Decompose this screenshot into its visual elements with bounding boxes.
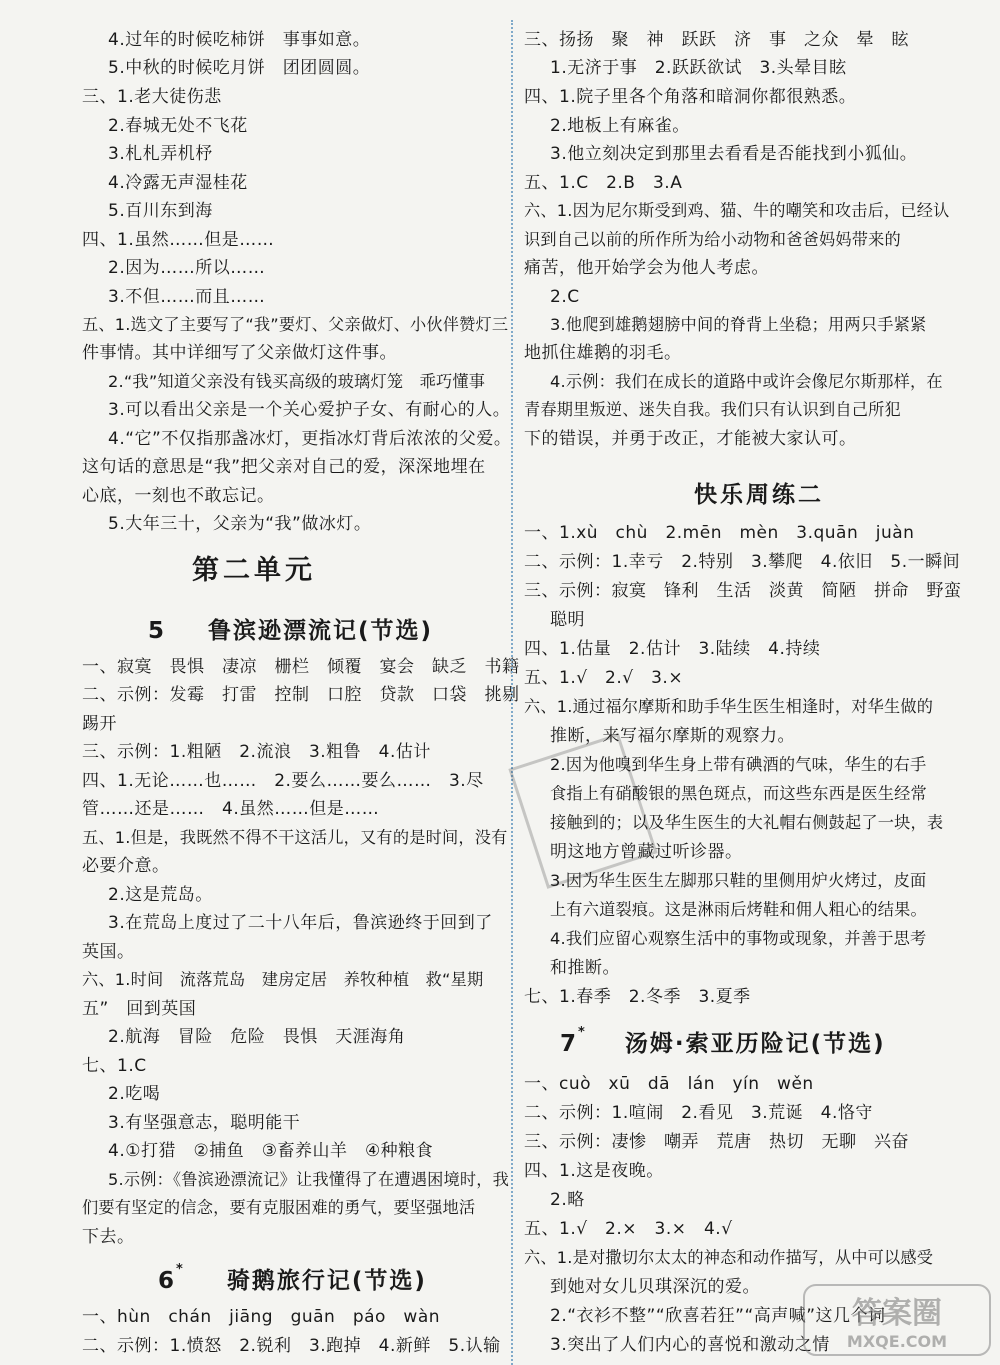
answer-line: 4.我们应留心观察生活中的事物或现象，并善于思考 (550, 929, 927, 948)
answer-line: 地抓住雄鹅的羽毛。 (524, 343, 682, 363)
answer-line: 一、cuò xū dā lán yín wěn (524, 1074, 814, 1094)
column-divider (511, 20, 513, 1365)
watermark-text: 答案圈 (852, 1296, 942, 1331)
answer-line: 英国。 (82, 942, 135, 962)
answer-line: 3.不但……而且…… (108, 287, 266, 307)
answer-line: 二、示例：发霉 打雷 控制 口腔 贷款 口袋 挑剔 (82, 685, 520, 705)
answer-line: 2.吃喝 (108, 1084, 161, 1104)
answer-line: 3.突出了人们内心的喜悦和激动之情 (550, 1335, 830, 1355)
answer-line: 2.“我”知道父亲没有钱买高级的玻璃灯笼 乖巧懂事 (108, 372, 486, 391)
lesson-number: 5 (148, 618, 167, 644)
answer-line: 四、1.院子里各个角落和暗洞你都很熟悉。 (524, 87, 857, 107)
answer-line: 识到自己以前的所作所为给小动物和爸爸妈妈带来的 (524, 230, 901, 249)
answer-line: 3.在荒岛上度过了二十八年后，鲁滨逊终于回到了 (108, 913, 493, 933)
lesson-title (158, 1262, 427, 1295)
answer-line: 2.因为……所以…… (108, 258, 266, 278)
section-title: 快乐周练二 (694, 482, 824, 508)
answer-line: 管……还是…… 4.虽然……但是…… (82, 799, 380, 819)
answer-line: 5.大年三十，父亲为“我”做冰灯。 (108, 514, 372, 534)
answer-line: 1.无济于事 2.跃跃欲试 3.头晕目眩 (550, 58, 847, 78)
answer-line: 到她对女儿贝琪深沉的爱。 (550, 1277, 760, 1297)
answer-line: 2.春城无处不飞花 (108, 116, 248, 136)
answer-line: 七、1.C (82, 1056, 147, 1076)
answer-line: 4.示例：我们在成长的道路中或许会像尼尔斯那样，在 (550, 372, 943, 391)
answer-line: 一、hùn chán jiāng guān páo wàn (82, 1307, 441, 1327)
answer-line: 接触到的；以及华生医生的大礼帽右侧鼓起了一块，表 (550, 813, 944, 832)
star-mark: * (578, 1025, 587, 1040)
answer-line: 5.中秋的时候吃月饼 团团圆圆。 (108, 58, 371, 78)
answer-line: 聪明 (550, 610, 585, 630)
answer-line: 和推断。 (550, 958, 620, 978)
answer-line: 3.他爬到雄鹅翅膀中间的脊背上坐稳；用两只手紧紧 (550, 315, 927, 334)
lesson-name: 汤姆·索亚历险记(节选) (624, 1031, 886, 1057)
answer-line: 六、1.因为尼尔斯受到鸡、猫、牛的嘲笑和攻击后，已经认 (524, 201, 950, 220)
answer-line: 三、扬扬 聚 神 跃跃 济 事 之众 晕 眩 (524, 30, 909, 50)
answer-line: 四、1.这是夜晚。 (524, 1161, 664, 1181)
answer-line: 五、1.√ 2.× 3.× 4.√ (524, 1219, 733, 1239)
answer-line: 四、1.无论……也…… 2.要么……要么…… 3.尽 (82, 771, 484, 791)
answer-line: 明这地方曾藏过听诊器。 (550, 842, 743, 862)
answer-line: 三、示例：凄惨 嘲弄 荒唐 热切 无聊 兴奋 (524, 1132, 909, 1152)
answer-line: 2.略 (550, 1190, 585, 1210)
answer-line: 5.百川东到海 (108, 201, 213, 221)
watermark-logo (802, 1281, 992, 1359)
answer-line: 3.可以看出父亲是一个关心爱护子女、有耐心的人。 (108, 400, 511, 420)
answer-line: 四、1.估量 2.估计 3.陆续 4.持续 (524, 639, 821, 659)
star-mark: * (176, 1262, 185, 1277)
answer-line: 二、示例：1.喧闹 2.看见 3.荒诞 4.恪守 (524, 1103, 873, 1123)
answer-line: 青春期里叛逆、迷失自我。我们只有认识到自己所犯 (524, 400, 901, 419)
lesson-number: 6 (158, 1268, 177, 1294)
answer-line: 4.①打猎 ②捕鱼 ③畜养山羊 ④种粮食 (108, 1141, 434, 1161)
answer-line: 六、1.通过福尔摩斯和助手华生医生相逢时，对华生做的 (524, 697, 934, 716)
answer-line: 五、1.√ 2.√ 3.× (524, 668, 684, 688)
answer-line: 3.他立刻决定到那里去看看是否能找到小狐仙。 (550, 144, 918, 164)
answer-line: 五、1.选文了主要写了“我”要灯、父亲做灯、小伙伴赞灯三 (82, 315, 509, 334)
answer-line: 2.这是荒岛。 (108, 885, 213, 905)
answer-line: 七、1.春季 2.冬季 3.夏季 (524, 987, 751, 1007)
answer-line: 四、1.虽然……但是…… (82, 230, 275, 250)
answer-line: 六、1.时间 流落荒岛 建房定居 养牧种植 救“星期 (82, 970, 484, 989)
answer-line: 二、示例：1.愤怒 2.锐利 3.跑掉 4.新鲜 5.认输 (82, 1336, 501, 1356)
answer-line: 2.因为他嗅到华生身上带有碘酒的气味，华生的右手 (550, 755, 927, 774)
answer-line: 们要有坚定的信念，要有克服困难的勇气，要坚强地活 (82, 1198, 476, 1217)
lesson-title (560, 1025, 886, 1058)
lesson-number: 7 (560, 1031, 579, 1057)
answer-line: 这句话的意思是“我”把父亲对自己的爱，深深地埋在 (82, 457, 486, 477)
answer-line: 六、1.是对撒切尔太太的神态和动作描写，从中可以感受 (524, 1248, 934, 1267)
answer-line: 5.示例：《鲁滨逊漂流记》让我懂得了在遭遇困境时，我 (108, 1170, 510, 1189)
answer-line: 4.“它”不仅指那盏冰灯，更指冰灯背后浓浓的父爱。 (108, 429, 512, 449)
answer-line: 上有六道裂痕。这是淋雨后烤鞋和佣人粗心的结果。 (550, 900, 927, 919)
lesson-name: 鲁滨逊漂流记(节选) (208, 618, 434, 644)
answer-line: 心底，一刻也不敢忘记。 (82, 486, 275, 506)
answer-line: 2.航海 冒险 危险 畏惧 天涯海角 (108, 1027, 406, 1047)
answer-line: 痛苦，他开始学会为他人考虑。 (524, 258, 769, 278)
watermark-icon (802, 1281, 992, 1359)
lesson-title (148, 612, 433, 645)
answer-line: 件事情。其中详细写了父亲做灯这件事。 (82, 343, 397, 363)
answer-line: 食指上有硝酸银的黑色斑点，而这些东西是医生经常 (550, 784, 927, 803)
answer-line: 二、示例：1.幸亏 2.特别 3.攀爬 4.依旧 5.一瞬间 (524, 552, 961, 572)
answer-line: 三、示例：寂寞 锋利 生活 淡黄 简陋 拼命 野蛮 (524, 581, 962, 601)
answer-line: 踢开 (82, 714, 117, 734)
answer-line: 三、1.老大徒伤悲 (82, 87, 222, 107)
answer-line: 五、1.但是，我既然不得不干这活儿，又有的是时间，没有 (82, 828, 508, 847)
answer-line: 2.C (550, 287, 580, 307)
answer-line: 五” 回到英国 (82, 999, 197, 1019)
answer-line: 三、示例：1.粗陋 2.流浪 3.粗鲁 4.估计 (82, 742, 431, 762)
unit-title: 第二单元 (192, 555, 316, 586)
answer-line: 3.因为华生医生左脚那只鞋的里侧用炉火烤过，皮面 (550, 871, 927, 890)
answer-line: 一、1.xù chù 2.mēn mèn 3.quān juàn (524, 523, 915, 543)
answer-line: 必要介意。 (82, 856, 170, 876)
answer-line: 3.札札弄机杼 (108, 144, 213, 164)
answer-line: 2.“衣衫不整”“欣喜若狂”“高声喊”这几个词 (550, 1306, 886, 1326)
answer-line: 4.冷露无声湿桂花 (108, 173, 248, 193)
answer-line: 五、1.C 2.B 3.A (524, 173, 683, 193)
answer-line: 下去。 (82, 1227, 135, 1247)
answer-line: 3.有坚强意志，聪明能干 (108, 1113, 301, 1133)
watermark-subtext: MXQE.COM (846, 1332, 948, 1351)
answer-line: 4.过年的时候吃柿饼 事事如意。 (108, 30, 371, 50)
answer-line: 推断，来写福尔摩斯的观察力。 (550, 726, 795, 746)
answer-line: 下的错误，并勇于改正，才能被大家认可。 (524, 429, 857, 449)
answer-line: 一、寂寞 畏惧 凄凉 栅栏 倾覆 宴会 缺乏 书籍 (82, 657, 520, 677)
answer-line: 2.地板上有麻雀。 (550, 116, 690, 136)
lesson-name: 骑鹅旅行记(节选) (226, 1268, 427, 1294)
